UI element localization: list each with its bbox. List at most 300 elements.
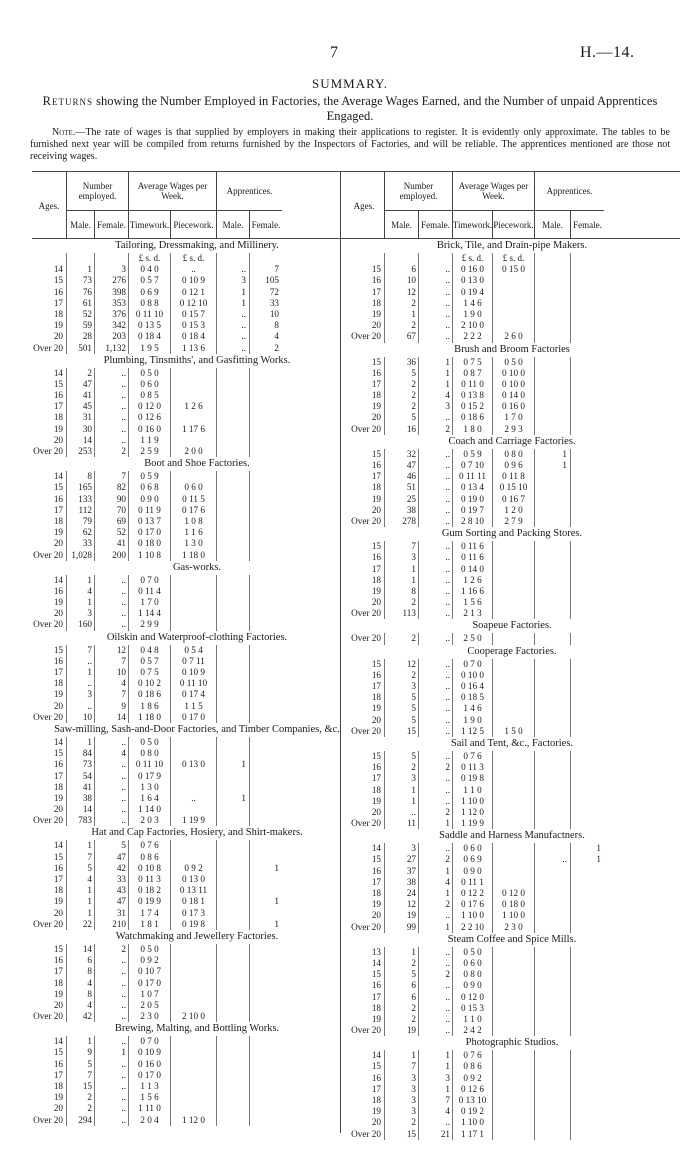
table-row [32, 1092, 362, 1103]
age-cell: 18 [371, 888, 381, 898]
table-row [344, 516, 680, 527]
male-apprentices-cell [216, 538, 249, 549]
female-employed-cell: .. [418, 1025, 452, 1036]
female-apprentices-cell [249, 1047, 282, 1058]
table-row [32, 701, 362, 712]
male-apprentices-cell [216, 379, 249, 390]
table-row [344, 670, 680, 681]
ages-header: Ages. [38, 200, 60, 211]
age-cell: 20 [371, 714, 381, 725]
male-employed-cell: 1 [66, 840, 94, 851]
table-row [32, 1070, 362, 1081]
male-employed-cell: 1 [66, 737, 94, 748]
piecework-wage-cell [492, 586, 534, 597]
female-apprentices-cell [249, 379, 282, 390]
female-apprentices-cell [249, 1070, 282, 1081]
age-cell: 16 [53, 862, 63, 873]
table-row [32, 1115, 362, 1126]
female-apprentices-cell [570, 910, 604, 921]
piecework-wage-cell: 1 19 9 [170, 815, 216, 826]
female-header: Female. [249, 211, 282, 239]
timework-wage-cell: 1 10 0 [452, 910, 492, 921]
piecework-wage-cell [492, 608, 534, 619]
male-apprentices-cell [534, 818, 570, 829]
female-apprentices-cell [249, 908, 282, 919]
male-employed-cell: 6 [66, 955, 94, 966]
male-employed-cell: 15 [384, 1129, 418, 1140]
piecework-wage-cell: 0 17 0 [170, 712, 216, 723]
female-apprentices-cell [249, 586, 282, 597]
female-employed-cell: .. [418, 494, 452, 505]
male-apprentices-cell [534, 1095, 570, 1106]
male-employed-cell: 76 [66, 287, 94, 298]
piecework-wage-cell: .. [170, 264, 216, 275]
piecework-wage-cell: 0 6 0 [170, 482, 216, 493]
piecework-wage-cell: 0 7 11 [170, 656, 216, 667]
timework-wage-cell: 2 0 4 [128, 1115, 170, 1126]
ages-header: Ages. [353, 200, 375, 211]
female-employed-cell: .. [418, 541, 452, 552]
female-apprentices-cell [249, 446, 282, 457]
age-cell: Over 20 [33, 1114, 63, 1125]
units-spacer [384, 253, 418, 264]
female-apprentices-cell [570, 922, 604, 933]
piecework-wage-cell: 0 5 0 [492, 357, 534, 368]
table-row [344, 910, 680, 921]
age-cell: 20 [53, 999, 63, 1010]
piecework-wage-cell: 0 17 6 [170, 505, 216, 516]
section-title: Gas-works. [172, 561, 222, 573]
male-employed-cell: 19 [384, 1025, 418, 1036]
male-apprentices-cell [216, 619, 249, 630]
age-cell: 19 [53, 988, 63, 999]
piecework-wage-cell [170, 471, 216, 482]
timework-wage-cell: 0 19 9 [128, 896, 170, 907]
male-employed-cell: 2 [384, 320, 418, 331]
female-apprentices-cell: 1 [249, 896, 282, 907]
female-employed-cell: .. [418, 843, 452, 854]
timework-wage-cell: 1 10 8 [128, 550, 170, 561]
timework-wage-cell: 0 8 6 [452, 1061, 492, 1072]
table-row [32, 645, 362, 656]
male-employed-cell: 6 [384, 992, 418, 1003]
piecework-wage-cell: 0 12 10 [170, 298, 216, 309]
male-apprentices-cell [534, 1084, 570, 1095]
female-employed-cell: .. [94, 575, 128, 586]
piecework-wage-cell [492, 1003, 534, 1014]
male-apprentices-cell [534, 762, 570, 773]
piecework-wage-cell [492, 1073, 534, 1084]
timework-wage-cell: 0 7 0 [128, 1036, 170, 1047]
female-apprentices-cell [570, 958, 604, 969]
age-cell: 17 [53, 401, 63, 412]
table-row [344, 773, 680, 784]
male-employed-cell: 8 [384, 586, 418, 597]
piecework-wage-cell: 2 7 9 [492, 516, 534, 527]
female-employed-cell: 69 [94, 516, 128, 527]
table-row [344, 368, 680, 379]
female-employed-cell: .. [418, 726, 452, 737]
timework-wage-cell: 0 17 0 [128, 978, 170, 989]
table-row [344, 633, 680, 644]
male-employed-cell: 1 [66, 885, 94, 896]
age-cell: 19 [371, 795, 381, 806]
age-cell: 16 [371, 367, 381, 378]
male-apprentices-cell [534, 1014, 570, 1025]
female-apprentices-cell [570, 320, 604, 331]
female-employed-cell: 90 [94, 494, 128, 505]
female-apprentices-cell [570, 552, 604, 563]
female-apprentices-cell [249, 401, 282, 412]
timework-wage-cell: 0 7 0 [452, 659, 492, 670]
age-cell: 16 [371, 865, 381, 876]
male-employed-cell: 783 [66, 815, 94, 826]
timework-wage-cell: 0 15 2 [452, 401, 492, 412]
table-row [344, 552, 680, 563]
timework-wage-cell: 0 13 8 [452, 390, 492, 401]
piecework-wage-cell [492, 854, 534, 865]
right-table [344, 171, 680, 1140]
female-apprentices-cell [249, 804, 282, 815]
male-employed-cell: 4 [66, 586, 94, 597]
male-apprentices-cell [216, 575, 249, 586]
female-employed-cell: 1 [418, 818, 452, 829]
timework-wage-cell: 0 11 9 [128, 505, 170, 516]
age-cell: 15 [371, 969, 381, 980]
female-employed-cell: 1 [418, 357, 452, 368]
male-employed-cell: 99 [384, 922, 418, 933]
female-employed-cell: .. [94, 955, 128, 966]
age-cell: 19 [53, 423, 63, 434]
male-employed-cell: 3 [384, 1095, 418, 1106]
male-employed-cell: 33 [66, 538, 94, 549]
female-apprentices-cell [249, 678, 282, 689]
timework-wage-cell: 1 19 9 [452, 818, 492, 829]
male-apprentices-cell [216, 608, 249, 619]
age-cell: 20 [53, 700, 63, 711]
female-apprentices-cell [570, 888, 604, 899]
table-row [32, 320, 362, 331]
female-apprentices-cell [249, 505, 282, 516]
female-employed-cell: .. [418, 586, 452, 597]
age-cell: 19 [53, 689, 63, 700]
male-employed-cell: 14 [66, 804, 94, 815]
female-employed-cell: .. [418, 947, 452, 958]
table-row [32, 619, 362, 630]
age-cell: 14 [53, 367, 63, 378]
male-employed-cell: 12 [384, 899, 418, 910]
female-employed-cell: 1 [418, 888, 452, 899]
male-apprentices-cell [534, 424, 570, 435]
piecework-wage-cell: 0 11 5 [170, 494, 216, 505]
male-employed-cell: 1 [384, 785, 418, 796]
male-apprentices-cell [216, 815, 249, 826]
age-cell: Over 20 [351, 608, 381, 619]
female-employed-cell: .. [418, 505, 452, 516]
table-row [32, 815, 362, 826]
timework-wage-cell: 2 10 0 [452, 320, 492, 331]
male-employed-cell: 27 [384, 854, 418, 865]
male-apprentices-cell [216, 597, 249, 608]
piecework-wage-cell [170, 608, 216, 619]
female-employed-cell: 82 [94, 482, 128, 493]
piecework-wage-cell: 0 11 10 [170, 678, 216, 689]
employed-header: Number employed. [66, 172, 128, 211]
age-cell: 17 [53, 667, 63, 677]
timework-wage-cell: 1 9 5 [128, 343, 170, 354]
female-employed-cell: .. [418, 412, 452, 423]
table-row [344, 298, 680, 309]
age-cell: 16 [53, 1058, 63, 1069]
piecework-wage-cell: 2 0 0 [170, 446, 216, 457]
employed-header: Number employed. [384, 172, 452, 211]
table-row [32, 759, 362, 770]
table-row [344, 785, 680, 796]
table-row [32, 1081, 362, 1092]
male-employed-cell: 3 [384, 843, 418, 854]
table-row [32, 343, 362, 354]
male-employed-cell: 6 [384, 264, 418, 275]
subtitle-text: showing the Number Employed in Factories, the Average Wages Earned, and the Number of unpaid Apprentices Engaged. [96, 94, 658, 123]
female-apprentices-cell: 2 [249, 343, 282, 354]
table-row [344, 888, 680, 899]
female-employed-cell: .. [94, 1036, 128, 1047]
age-cell: Over 20 [351, 921, 381, 932]
male-employed-cell: 19 [384, 910, 418, 921]
timework-wage-cell: 2 9 9 [128, 619, 170, 630]
piecework-wage-cell [492, 980, 534, 991]
male-apprentices-cell [534, 843, 570, 854]
piecework-wage-cell [492, 1025, 534, 1036]
male-employed-cell: 41 [66, 390, 94, 401]
female-employed-cell: 1 [418, 922, 452, 933]
timework-wage-cell: 0 17 0 [128, 1070, 170, 1081]
female-employed-cell: .. [418, 670, 452, 681]
male-apprentices-cell [534, 401, 570, 412]
timework-wage-cell: 0 7 10 [452, 460, 492, 471]
female-apprentices-cell: 8 [249, 320, 282, 331]
piecework-wage-cell: 0 18 0 [492, 899, 534, 910]
timework-wage-cell: 1 8 0 [452, 424, 492, 435]
female-apprentices-cell [570, 586, 604, 597]
male-employed-cell: 2 [384, 298, 418, 309]
male-apprentices-cell [216, 1092, 249, 1103]
table-row [344, 1050, 680, 1061]
table-row [32, 446, 362, 457]
age-cell: 15 [53, 943, 63, 954]
age-cell: 16 [371, 980, 381, 991]
female-employed-cell: .. [94, 608, 128, 619]
female-employed-cell: .. [94, 619, 128, 630]
age-cell: 17 [53, 966, 63, 977]
age-cell: 17 [53, 1069, 63, 1080]
male-apprentices-cell [216, 748, 249, 759]
age-cell: 17 [371, 563, 381, 574]
units-spacer [570, 253, 604, 264]
male-employed-cell: 3 [384, 1106, 418, 1117]
female-employed-cell: .. [94, 1059, 128, 1070]
age-cell: 17 [53, 770, 63, 781]
piecework-wage-cell [492, 807, 534, 818]
age-cell: 16 [53, 390, 63, 401]
timework-wage-cell: 1 0 7 [128, 989, 170, 1000]
female-employed-cell: .. [418, 449, 452, 460]
table-row [344, 541, 680, 552]
piecework-wage-cell: 0 10 9 [170, 667, 216, 678]
female-apprentices-cell [570, 482, 604, 493]
male-employed-cell: 2 [384, 390, 418, 401]
age-cell: 17 [53, 297, 63, 308]
table-row [344, 854, 680, 865]
timework-wage-cell: 0 12 0 [128, 401, 170, 412]
male-header: Male. [384, 211, 418, 239]
table-row [344, 424, 680, 435]
female-employed-cell: .. [418, 958, 452, 969]
male-apprentices-cell [534, 633, 570, 644]
table-row [32, 919, 362, 930]
piecework-wage-cell [170, 748, 216, 759]
table-row [32, 287, 362, 298]
male-employed-cell: 2 [384, 633, 418, 644]
timework-wage-cell: 0 7 5 [128, 667, 170, 678]
piecework-wage-cell [492, 1117, 534, 1128]
piecework-wage-cell: 0 18 4 [170, 331, 216, 342]
male-apprentices-cell [216, 1070, 249, 1081]
female-employed-cell: .. [94, 1092, 128, 1103]
male-employed-cell: 2 [384, 597, 418, 608]
female-apprentices-cell [570, 390, 604, 401]
timework-wage-cell: 1 11 0 [128, 1103, 170, 1114]
timework-wage-cell: 2 2 2 [452, 331, 492, 342]
currency-units: £ s. d. [128, 253, 170, 264]
age-cell: 18 [53, 515, 63, 526]
male-apprentices-cell [534, 379, 570, 390]
female-apprentices-cell [249, 689, 282, 700]
male-apprentices-cell [534, 1050, 570, 1061]
piecework-wage-cell: 1 2 0 [492, 505, 534, 516]
table-row [344, 1061, 680, 1072]
timework-wage-cell: 0 19 4 [452, 287, 492, 298]
female-employed-cell: 10 [94, 667, 128, 678]
timework-wage-cell: 2 0 5 [128, 1000, 170, 1011]
male-employed-cell: 42 [66, 1011, 94, 1022]
male-apprentices-cell [534, 807, 570, 818]
note-text: —The rate of wages is that supplied by employers in making their applications to register. It is evidently only approximate. The tables to be furnished next year will be compiled from returns furnished by the Inspectors of Factories, and will be reliable. The apprentices mentioned are those not receiving wages. [30, 127, 670, 162]
timework-header: Timework. [128, 211, 170, 239]
female-apprentices-cell [249, 1036, 282, 1047]
female-apprentices-cell [570, 818, 604, 829]
table-row [32, 804, 362, 815]
male-employed-cell: 1 [384, 1050, 418, 1061]
piecework-wage-cell [170, 840, 216, 851]
age-cell: 17 [371, 471, 381, 482]
male-apprentices-cell [216, 401, 249, 412]
male-employed-cell: 3 [384, 552, 418, 563]
timework-wage-cell: 0 8 0 [452, 969, 492, 980]
piecework-wage-cell [492, 681, 534, 692]
piecework-wage-cell: 1 2 6 [170, 401, 216, 412]
timework-wage-cell: 1 1 3 [128, 1081, 170, 1092]
female-apprentices-cell [570, 866, 604, 877]
timework-wage-cell: 0 6 0 [128, 379, 170, 390]
table-row [344, 608, 680, 619]
piecework-wage-cell: 1 5 0 [492, 726, 534, 737]
piecework-wage-cell [492, 751, 534, 762]
timework-wage-cell: 0 7 6 [452, 1050, 492, 1061]
age-cell: 19 [53, 1092, 63, 1103]
male-employed-cell: 165 [66, 482, 94, 493]
female-employed-cell: .. [418, 692, 452, 703]
table-row [32, 1000, 362, 1011]
piecework-wage-cell: 0 10 0 [492, 379, 534, 390]
piecework-wage-cell [170, 368, 216, 379]
timework-wage-cell: 1 12 5 [452, 726, 492, 737]
female-employed-cell: 4 [418, 877, 452, 888]
age-cell: 15 [53, 851, 63, 862]
table-row [344, 471, 680, 482]
female-apprentices-cell [570, 368, 604, 379]
female-apprentices-cell [570, 633, 604, 644]
female-employed-cell: 7 [418, 1095, 452, 1106]
table-row [344, 751, 680, 762]
male-employed-cell: 32 [384, 449, 418, 460]
male-employed-cell: 1 [384, 309, 418, 320]
age-cell: 20 [53, 1103, 63, 1114]
female-apprentices-cell [570, 726, 604, 737]
units-spacer [249, 253, 282, 264]
timework-wage-cell: 0 19 2 [452, 1106, 492, 1117]
female-apprentices-cell [249, 424, 282, 435]
male-employed-cell: 30 [66, 424, 94, 435]
table-row [344, 449, 680, 460]
male-employed-cell: 2 [66, 1092, 94, 1103]
female-employed-cell: 52 [94, 527, 128, 538]
female-employed-cell: .. [94, 737, 128, 748]
female-employed-cell: .. [418, 331, 452, 342]
female-apprentices-cell [249, 527, 282, 538]
piecework-wage-cell [170, 390, 216, 401]
piecework-wage-cell [170, 1092, 216, 1103]
table-row [344, 969, 680, 980]
female-employed-cell: 2 [418, 424, 452, 435]
male-apprentices-cell [534, 264, 570, 275]
table-row [344, 726, 680, 737]
male-employed-cell: 12 [384, 659, 418, 670]
table-row [32, 575, 362, 586]
male-employed-cell: 1 [66, 597, 94, 608]
female-apprentices-cell [570, 449, 604, 460]
female-apprentices-cell [570, 877, 604, 888]
male-employed-cell: 1 [384, 564, 418, 575]
piecework-wage-cell [170, 782, 216, 793]
table-row [344, 1084, 680, 1095]
timework-wage-cell: 0 4 8 [128, 645, 170, 656]
female-apprentices-cell [570, 1025, 604, 1036]
timework-wage-cell: 0 5 0 [128, 368, 170, 379]
male-apprentices-cell [216, 804, 249, 815]
male-employed-cell: 1 [66, 1036, 94, 1047]
age-cell: 15 [371, 264, 381, 275]
table-row [32, 505, 362, 516]
table-row [344, 401, 680, 412]
timework-wage-cell: 0 5 9 [452, 449, 492, 460]
piecework-wage-cell [492, 796, 534, 807]
female-employed-cell: .. [94, 782, 128, 793]
table-row [32, 852, 362, 863]
piecework-wage-cell: 0 18 1 [170, 896, 216, 907]
piecework-wage-cell: 0 8 0 [492, 449, 534, 460]
table-row [32, 1059, 362, 1070]
